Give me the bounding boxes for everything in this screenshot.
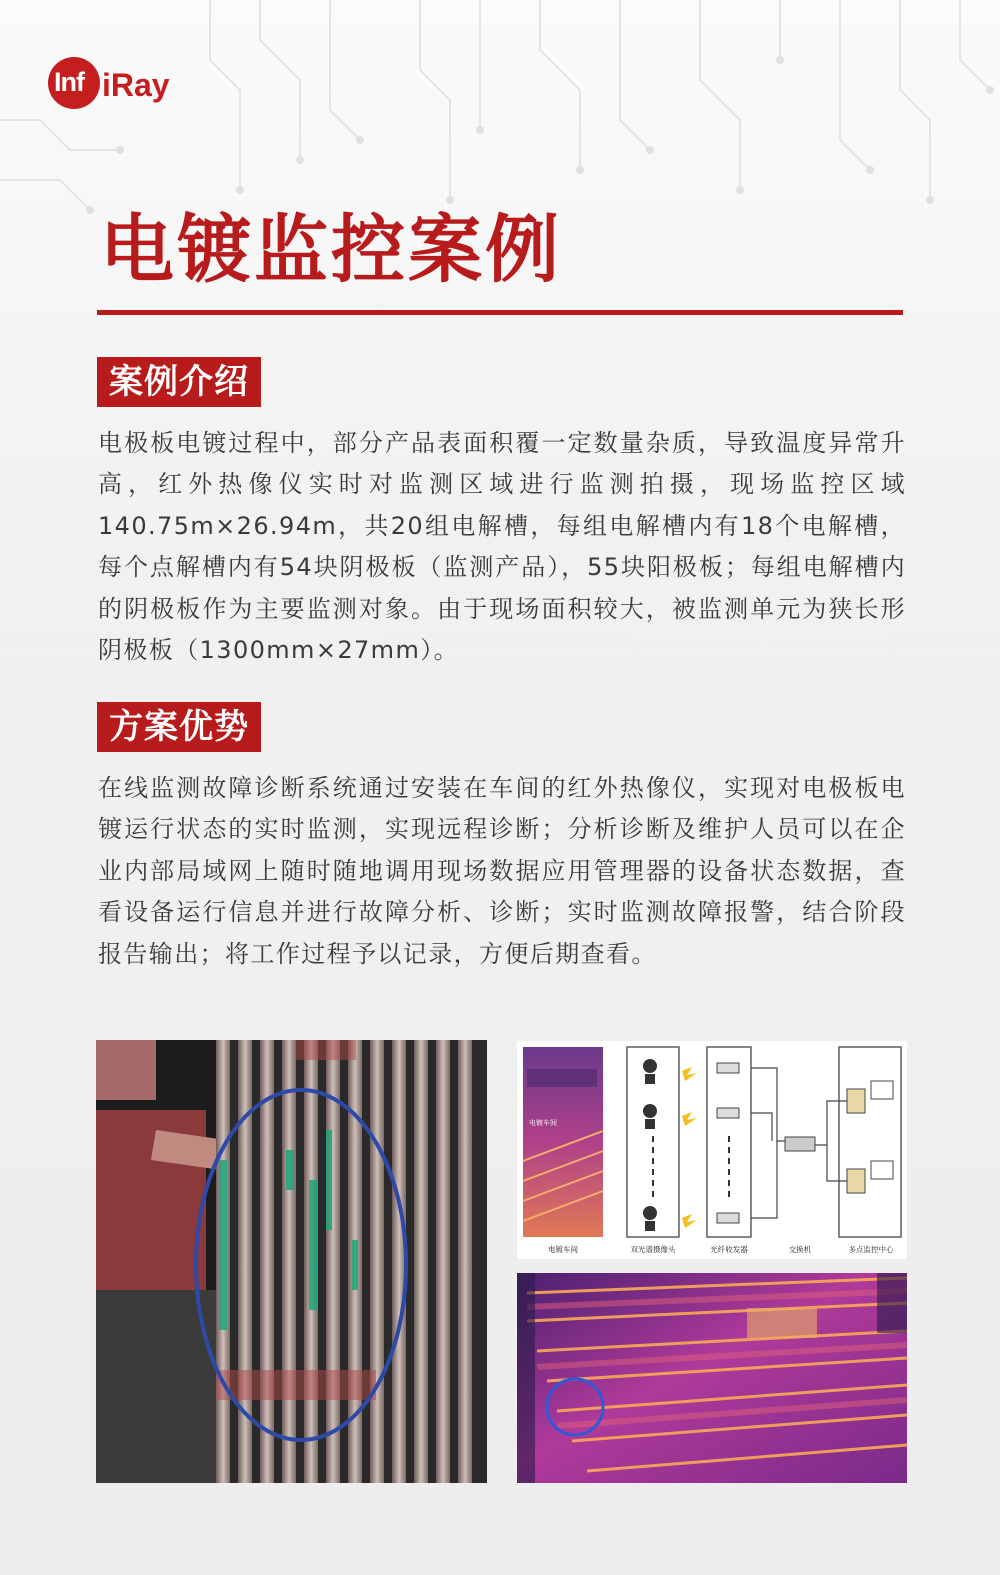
intro-paragraph: 电极板电镀过程中，部分产品表面积覆一定数量杂质，导致温度异常升高，红外热像仪实时对监测区域进行监测拍摄，现场监控区域140.75m×26.94m，共20组电解槽，每组电解槽内有18个电解槽，每个点解槽内有54块阴极板（监测产品），55块阳极板；每组电解槽内的阴极板作为主要监测对象。由于现场面积较大，被监测单元为狭长形阴极板（1300mm×27mm）。 (98, 429, 906, 665)
logo-mark (48, 57, 100, 109)
logo-mark-text: Inf (54, 67, 84, 97)
title-divider (97, 310, 903, 315)
thermal-camera-image (517, 1273, 907, 1483)
diagram-label-workshop: 电镀车间 (548, 1245, 578, 1254)
section-heading-advantage: 方案优势 (97, 702, 261, 752)
diagram-label-transceiver: 光纤收发器 (710, 1245, 748, 1254)
monitoring-system-diagram (517, 1041, 907, 1259)
section-heading-intro: 案例介绍 (97, 357, 261, 407)
inset-label: 电镀车间 (529, 1119, 557, 1127)
diagram-label-control-center: 多点监控中心 (848, 1245, 894, 1254)
logo-word: iRay (102, 67, 170, 103)
advantage-paragraph: 在线监测故障诊断系统通过安装在车间的红外热像仪，实现对电极板电镀运行状态的实时监测，实现远程诊断；分析诊断及维护人员可以在企业内部局域网上随时随地调用现场数据应用管理器的设备状态数据，查看设备运行信息并进行故障分析、诊断；实时监测故障报警，结合阶段报告输出；将工作过程予以记录，方便后期查看。 (98, 774, 906, 968)
brand-logo (48, 57, 198, 113)
diagram-label-camera: 双光谱摄像头 (630, 1245, 676, 1254)
diagram-label-switch: 交换机 (788, 1245, 812, 1254)
workshop-thermal-inset (523, 1047, 603, 1237)
page-title: 电镀监控案例 (100, 207, 562, 293)
electroplating-plates-photo (96, 1040, 487, 1483)
